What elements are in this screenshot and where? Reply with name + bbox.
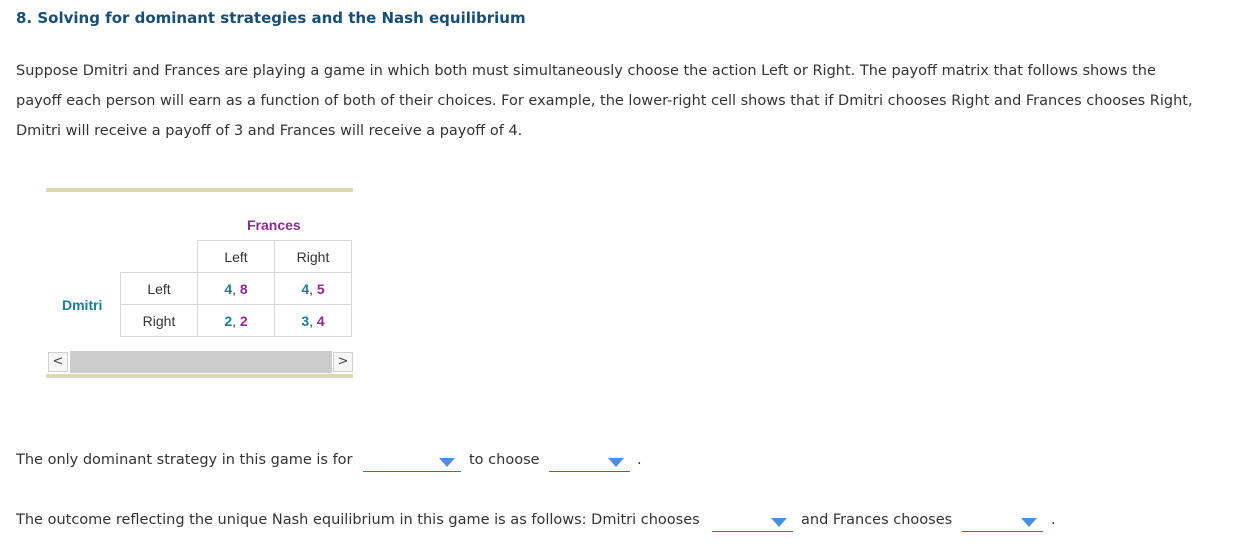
dropdown-arrow-icon xyxy=(771,518,787,527)
dropdown-arrow-icon xyxy=(1021,518,1037,527)
table-row xyxy=(121,273,352,305)
payoff-cell-left-left xyxy=(198,273,275,305)
chevron-left-icon[interactable]: < xyxy=(48,352,68,372)
question-text: to choose xyxy=(469,452,540,468)
column-header-left: Left xyxy=(198,241,275,273)
question-intro: Suppose Dmitri and Frances are playing a game in which both must simultaneously choose the action Left or Right. The payoff matrix that follows shows the payoff each person will earn as a function of both of their choices. For example, the lower-right cell shows that if Dmitri chooses Right and Frances chooses Right, Dmitri will receive a payoff of 3 and Frances will receive a payoff of 4. xyxy=(16,63,1193,139)
dominant-player-dropdown[interactable] xyxy=(363,452,461,472)
frances-choice-dropdown[interactable] xyxy=(962,512,1043,532)
dropdown-arrow-icon xyxy=(439,458,455,467)
table-row xyxy=(121,305,352,337)
payoff-matrix xyxy=(120,240,352,337)
corner-cell xyxy=(121,241,198,273)
scrollbar-track[interactable] xyxy=(70,351,332,373)
payoff-separator: , xyxy=(232,312,240,329)
question-period: . xyxy=(637,452,642,468)
question-text: and Frances chooses xyxy=(801,512,953,528)
frances-payoff: 8 xyxy=(239,280,248,297)
dmitri-payoff: 4 xyxy=(224,280,233,297)
payoff-separator: , xyxy=(232,280,240,297)
panel-bottom-rule xyxy=(46,374,353,378)
payoff-separator: , xyxy=(309,312,317,329)
payoff-cell-right-right xyxy=(275,305,352,337)
dmitri-payoff: 2 xyxy=(224,312,233,329)
question-text: The outcome reflecting the unique Nash equilibrium in this game is as follows: Dmitri chooses xyxy=(16,512,700,528)
payoff-cell-left-right xyxy=(275,273,352,305)
payoff-cell-right-left xyxy=(198,305,275,337)
frances-payoff: 5 xyxy=(316,280,325,297)
payoff-matrix-panel xyxy=(46,188,353,378)
payoff-separator: , xyxy=(309,280,317,297)
question-title: 8. Solving for dominant strategies and the Nash equilibrium xyxy=(16,9,526,27)
panel-top-rule xyxy=(46,188,353,192)
column-player-label: Frances xyxy=(247,217,301,233)
row-header-right: Right xyxy=(121,305,198,337)
dmitri-choice-dropdown[interactable] xyxy=(712,512,793,532)
dmitri-payoff: 4 xyxy=(301,280,310,297)
row-header-left: Left xyxy=(121,273,198,305)
question-text: The only dominant strategy in this game is for xyxy=(16,452,353,468)
row-player-label: Dmitri xyxy=(62,297,103,313)
dmitri-payoff: 3 xyxy=(301,312,310,329)
header-row xyxy=(121,241,352,273)
dropdown-arrow-icon xyxy=(608,458,624,467)
chevron-right-icon[interactable]: > xyxy=(333,352,353,372)
column-header-right: Right xyxy=(275,241,352,273)
frances-payoff: 2 xyxy=(239,312,248,329)
dominant-action-dropdown[interactable] xyxy=(549,452,630,472)
question-period: . xyxy=(1051,512,1056,528)
horizontal-scrollbar[interactable] xyxy=(46,350,353,374)
frances-payoff: 4 xyxy=(316,312,325,329)
